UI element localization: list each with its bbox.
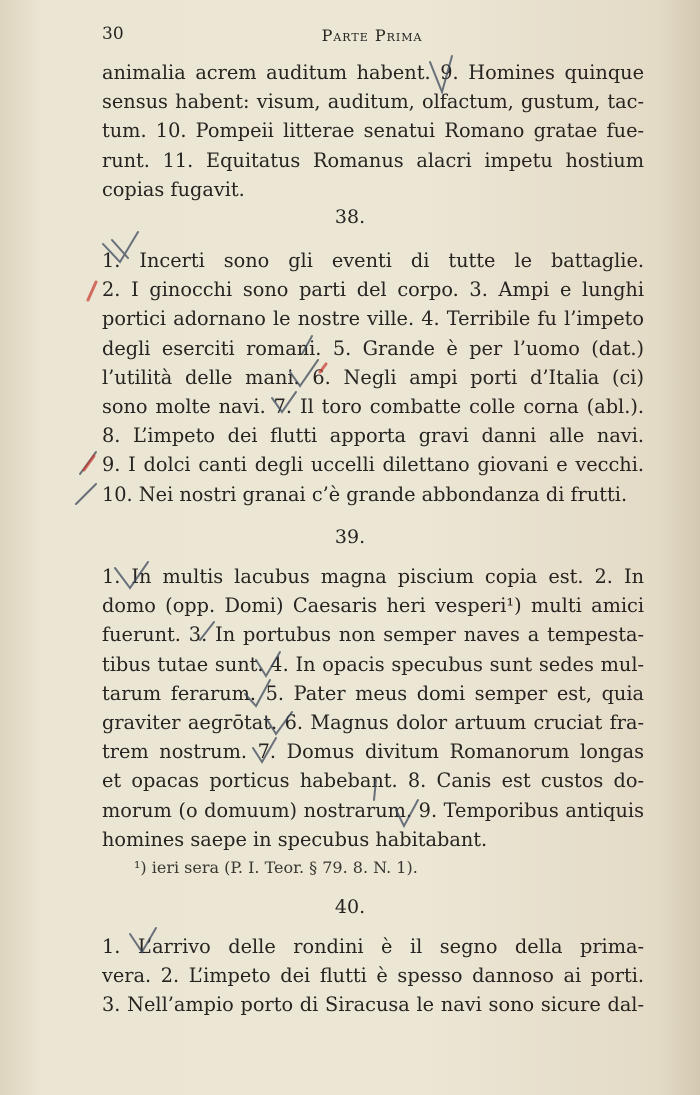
exercise-heading-39: 39. (334, 526, 366, 548)
text-line: 1. L’arrivo delle rondini è il segno della prima- (102, 935, 644, 958)
page-number: 30 (102, 24, 124, 44)
text-line: graviter aegrōtat. 6. Magnus dolor artuum cruciat fra- (102, 711, 644, 735)
page-header (102, 24, 642, 50)
running-title: Parte Prima (321, 26, 423, 45)
text-line: vera. 2. L’impeto dei flutti è spesso dannoso ai porti. (102, 964, 644, 988)
text-line: animalia acrem auditum habent. 9. Homines quinque (102, 61, 644, 84)
slash-mark-icon (80, 452, 96, 474)
text-line: 3. Nell’ampio porto di Siracusa le navi sono sicure dal- (102, 993, 644, 1017)
exercise-40-text (102, 932, 644, 1020)
text-line: copias fugavit. (102, 177, 245, 201)
red-pencil-mark (88, 282, 96, 300)
text-line: 9. I dolci canti degli uccelli dilettano giovani e vecchi. (102, 453, 644, 477)
text-line: morum (o domuum) nostrarum. 9. Temporibus antiquis (102, 798, 644, 822)
text-line: 1. Incerti sono gli eventi di tutte le battaglie. (102, 249, 644, 272)
red-pencil-mark (84, 456, 94, 470)
text-line: domo (opp. Domi) Caesaris heri vesperi¹) multi amici (102, 594, 644, 618)
text-line: trem nostrum. 7. Domus divitum Romanorum longas (102, 740, 644, 764)
exercise-heading-40: 40. (334, 896, 366, 918)
section-top-text (102, 58, 644, 204)
text-line: tarum ferarum. 5. Pater meus domi semper est, quia (102, 681, 644, 705)
text-line: 8. L’impeto dei flutti apporta gravi danni alle navi. (102, 424, 644, 448)
text-line: 10. Nei nostri granai c’è grande abbondanza di frutti. (102, 482, 628, 506)
text-line: homines saepe in specubus habitabant. (102, 827, 488, 851)
slash-mark-icon (76, 484, 96, 504)
text-line: 2. I ginocchi sono parti del corpo. 3. Ampi e lunghi (102, 278, 644, 302)
exercise-39-text (102, 562, 644, 854)
text-line: degli eserciti romani. 5. Grande è per l’uomo (dat.) (102, 336, 644, 360)
text-line: fuerunt. 3. In portubus non semper naves a tempesta- (102, 623, 644, 647)
footnote: ¹) ieri sera (P. I. Teor. § 79. 8. N. 1). (134, 858, 418, 877)
text-line: tum. 10. Pompeii litterae senatui Romano gratae fue- (102, 119, 644, 143)
text-line: 1. In multis lacubus magna piscium copia est. 2. In (102, 565, 644, 588)
exercise-heading-38: 38. (334, 206, 366, 228)
text-line: sensus habent: visum, auditum, olfactum, gustum, tac- (102, 90, 644, 114)
text-line: sono molte navi. 7. Il toro combatte colle corna (abl.). (102, 395, 644, 419)
text-line: tibus tutae sunt. 4. In opacis specubus sunt sedes mul- (102, 652, 644, 676)
text-line: l’utilità delle mani. 6. Negli ampi porti d’Italia (ci) (102, 365, 644, 389)
exercise-38-text (102, 246, 644, 509)
text-line: et opacas porticus habebant. 8. Canis est custos do- (102, 769, 644, 793)
text-line: runt. 11. Equitatus Romanus alacri impetu hostium (102, 148, 644, 172)
text-line: portici adornano le nostre ville. 4. Terribile fu l’impeto (102, 307, 644, 331)
